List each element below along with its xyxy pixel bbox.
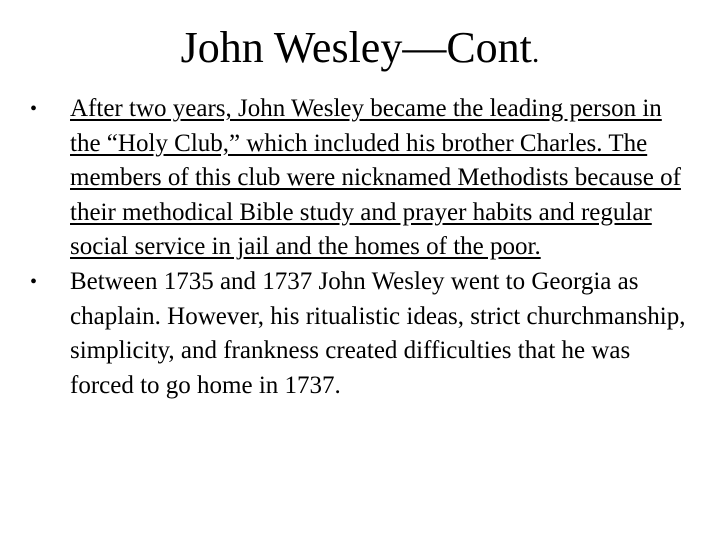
slide-title-suffix: . [531, 36, 540, 69]
bullet-marker: • [30, 270, 38, 293]
bullet-text-holy-club[interactable]: After two years, John Wesley became the leading person in the “Holy Club,” which included his brother Charles. The members of this club were nicknamed Methodists because of their methodical Bible study and prayer habits and regular social service in jail and the homes of the poor. [70, 95, 681, 261]
slide-title [0, 18, 720, 83]
bullet-marker: • [30, 98, 38, 120]
bullet-item-georgia [30, 265, 690, 403]
bullet-list [30, 92, 690, 403]
bullet-text-georgia: Between 1735 and 1737 John Wesley went to Georgia as chaplain. However, his ritualistic ideas, strict churchmanship, simplicity, and frankness created difficulties that he was forced to go home in 1737. [70, 267, 686, 399]
slide-title-text: John Wesley—Cont [180, 23, 532, 72]
bullet-item-holy-club [30, 92, 690, 265]
